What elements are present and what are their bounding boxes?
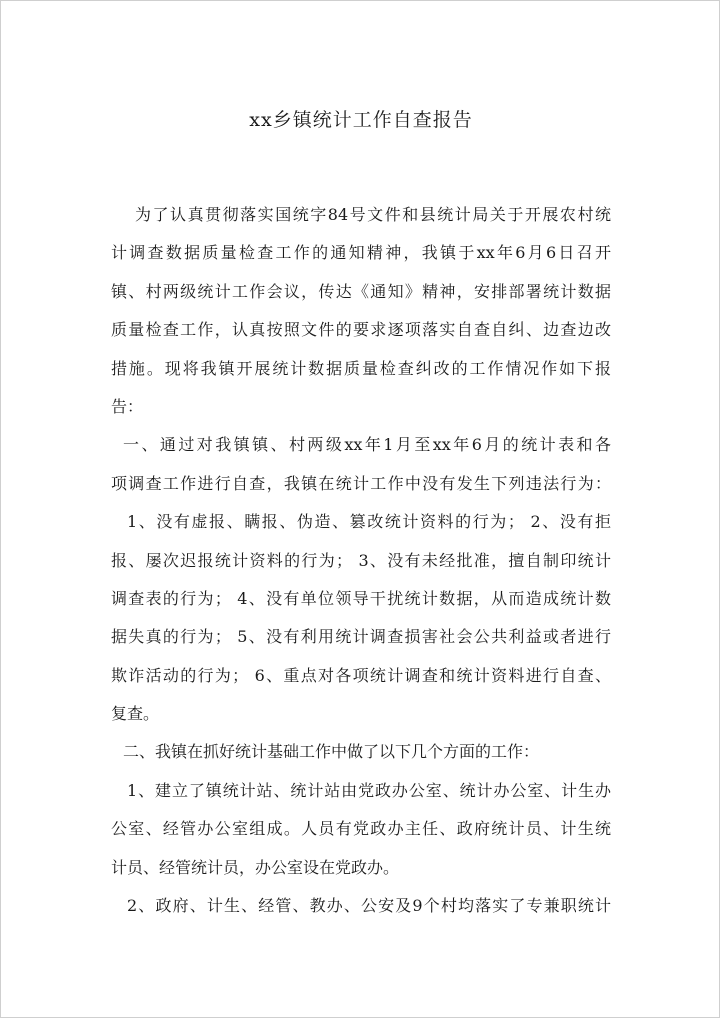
body-text-line: 1、没有虚报、瞒报、伪造、篡改统计资料的行为； 2、没有拒 (127, 512, 611, 532)
body-text-line: 2、政府、计生、经管、教办、公安及9个村均落实了专兼职统计 (127, 896, 611, 916)
body-text-line: 项调查工作进行自查，我镇在统计工作中没有发生下列违法行为： (111, 473, 611, 493)
body-text-line: 1、建立了镇统计站、统计站由党政办公室、统计办公室、计生办 (127, 780, 611, 800)
body-text-line: 计员、经管统计员，办公室设在党政办。 (111, 857, 400, 877)
body-text-line: 质量检查工作，认真按照文件的要求逐项落实自查自纠、边查边改 (111, 320, 611, 340)
body-text-line: 报、屡次迟报统计资料的行为； 3、没有未经批准，擅自制印统计 (111, 550, 611, 570)
body-text-line: 为了认真贯彻落实国统字84号文件和县统计局关于开展农村统 (135, 205, 611, 224)
body-text-line: 一、通过对我镇镇、村两级xx年1月至xx年6月的统计表和各 (123, 435, 611, 455)
document-body (111, 196, 611, 925)
body-text-line: 调查表的行为； 4、没有单位领导干扰统计数据，从而造成统计数 (111, 588, 611, 608)
body-text-line: 二、我镇在抓好统计基础工作中做了以下几个方面的工作： (123, 742, 540, 762)
body-text-line: 复查。 (111, 704, 160, 724)
body-text-line: 据失真的行为； 5、没有利用统计调查损害社会公共利益或者进行 (111, 627, 611, 647)
body-text-line: 告： (111, 396, 144, 416)
body-text-line: 计调查数据质量检查工作的通知精神，我镇于xx年6月6日召开 (111, 243, 611, 263)
body-text-line: 公室、经管办公室组成。人员有党政办主任、政府统计员、计生统 (111, 819, 611, 839)
document-title: xx乡镇统计工作自查报告 (249, 109, 473, 131)
body-text-line: 镇、村两级统计工作会议，传达《通知》精神，安排部署统计数据 (111, 281, 611, 301)
body-text-line: 措施。现将我镇开展统计数据质量检查纠改的工作情况作如下报 (111, 358, 611, 378)
body-text-line: 欺诈活动的行为； 6、重点对各项统计调查和统计资料进行自查、 (111, 665, 611, 685)
